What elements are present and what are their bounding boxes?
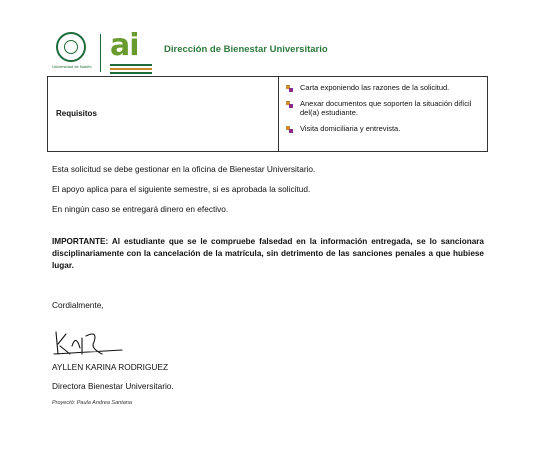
prepared-by: Proyectó: Paula Andrea Santana bbox=[52, 400, 132, 406]
bullet-icon bbox=[286, 101, 293, 108]
header-divider bbox=[100, 34, 101, 72]
requirement-item: Anexar documentos que soporten la situación difícil del(a) estudiante. bbox=[284, 99, 484, 118]
requirements-list bbox=[284, 83, 484, 139]
header-title: Dirección de Bienestar Universitario bbox=[164, 44, 328, 55]
requirements-label-cell bbox=[48, 77, 279, 151]
paragraph-semester: El apoyo aplica para el siguiente semestre, si es aprobada la solicitud. bbox=[52, 184, 311, 194]
ai-logo: ai bbox=[110, 28, 139, 63]
signer-role: Directora Bienestar Universitario. bbox=[52, 381, 174, 391]
letterhead bbox=[52, 30, 492, 76]
closing: Cordialmente, bbox=[52, 300, 104, 310]
university-seal-icon bbox=[56, 32, 86, 62]
university-name: Universidad de Nariño bbox=[52, 64, 92, 69]
ai-logo-stripes bbox=[110, 64, 152, 76]
paragraph-no-cash: En ningún caso se entregará dinero en efectivo. bbox=[52, 204, 229, 214]
signer-name: AYLLEN KARINA RODRIGUEZ bbox=[52, 362, 169, 372]
signature-image bbox=[52, 328, 132, 358]
requirement-item: Visita domiciliaria y entrevista. bbox=[284, 124, 484, 134]
requirements-table bbox=[47, 76, 488, 152]
paragraph-office: Esta solicitud se debe gestionar en la oficina de Bienestar Universitario. bbox=[52, 164, 316, 174]
requirement-item: Carta exponiendo las razones de la solicitud. bbox=[284, 83, 484, 93]
requirements-label: Requisitos bbox=[56, 109, 97, 118]
important-notice: IMPORTANTE: Al estudiante que se le compruebe falsedad en la información entregada, se lo sancionara disciplinariamente con la cancelación de la matrícula, sin detrimento de las sanciones penales a que hubiese lugar. bbox=[52, 237, 484, 270]
bullet-icon bbox=[286, 85, 293, 92]
bullet-icon bbox=[286, 126, 293, 133]
